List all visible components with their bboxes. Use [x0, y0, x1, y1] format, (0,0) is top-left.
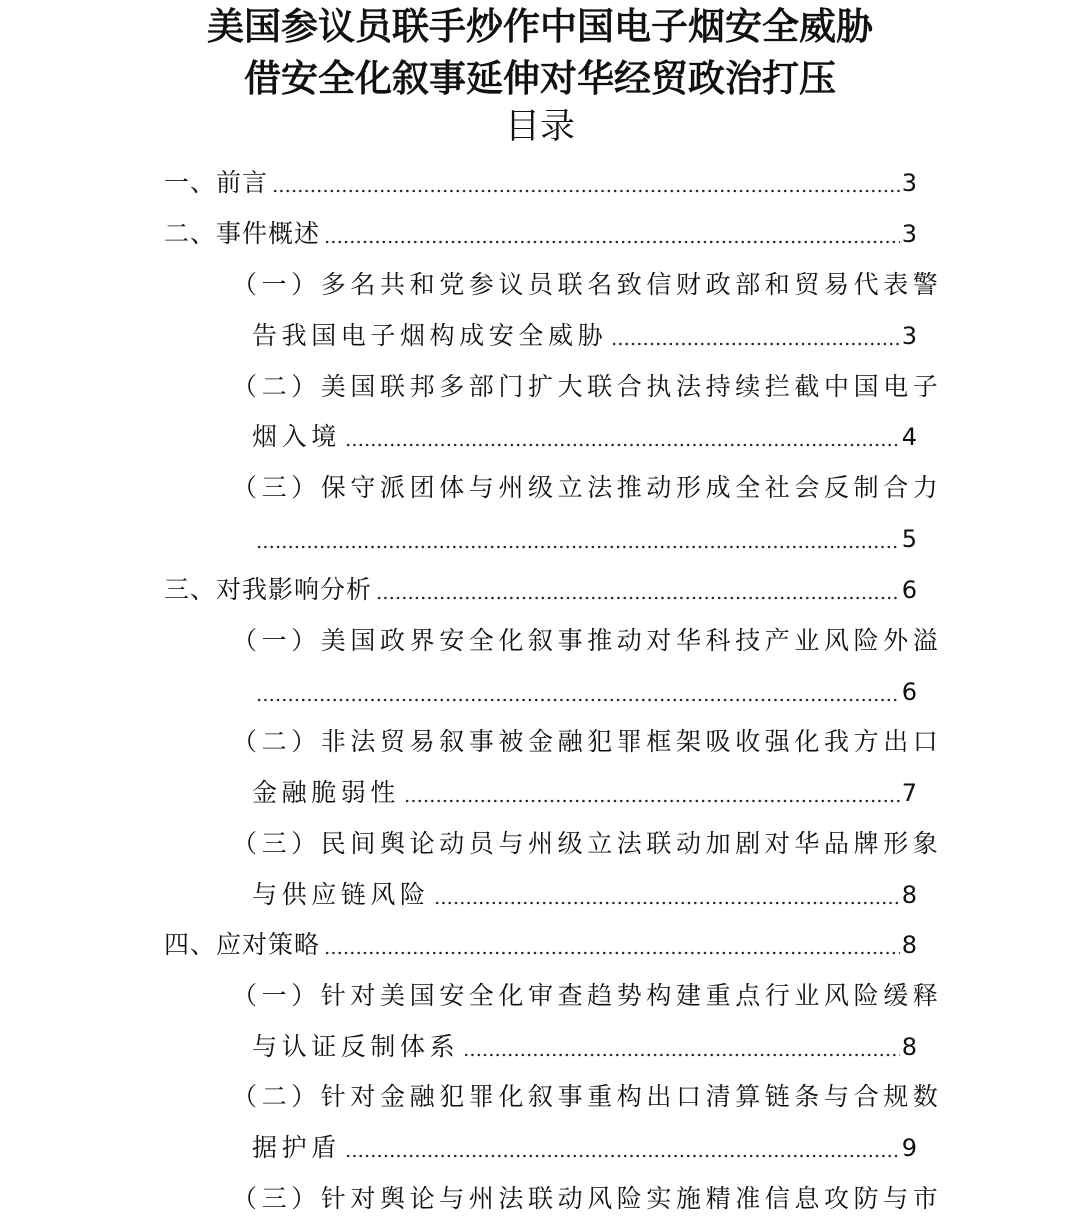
toc-entry-4-3[interactable]: [232, 1176, 943, 1216]
toc-page-number: 6: [901, 678, 917, 706]
toc-entry-text: （一）美国政界安全化叙事推动对华科技产业风险外溢: [232, 626, 943, 655]
toc-entry-text: （三）保守派团体与州级立法推动形成全社会反制合力: [232, 473, 943, 502]
toc-entry-strategies[interactable]: [164, 922, 917, 962]
toc-leader-dots: [376, 596, 900, 600]
toc-entry-text: 二、事件概述: [164, 219, 321, 248]
toc-page-number: 8: [901, 1033, 917, 1061]
toc-leader-dots: [345, 443, 900, 447]
toc-leader-dots: [434, 901, 900, 905]
toc-leader-dots: [324, 240, 900, 244]
toc-entry-text: 据护盾: [252, 1133, 341, 1162]
toc-entry-3-3-cont[interactable]: [252, 872, 917, 912]
toc-entry-text: 一、前言: [164, 168, 269, 197]
toc-entry-text: （一）多名共和党参议员联名致信财政部和贸易代表警: [232, 270, 943, 299]
toc-entry-4-1-cont[interactable]: [252, 1024, 917, 1064]
toc-page-number: 8: [901, 881, 917, 909]
toc-page-number: 9: [901, 1134, 917, 1162]
toc-entry-text: 烟入境: [252, 422, 341, 451]
toc-entry-text: 告我国电子烟构成安全威胁: [252, 321, 608, 350]
toc-entry-2-2[interactable]: [232, 364, 943, 404]
toc-leader-dots: [463, 1053, 900, 1057]
toc-leader-dots: [272, 189, 900, 193]
toc-leader-dots: [324, 951, 900, 955]
toc-entry-2-1-cont[interactable]: [252, 313, 917, 353]
toc-entry-3-2[interactable]: [232, 719, 943, 759]
toc-entry-text: （二）针对金融犯罪化叙事重构出口清算链条与合规数: [232, 1082, 943, 1111]
toc-leader-dots: [404, 799, 900, 803]
toc-entry-preface[interactable]: [164, 160, 917, 200]
toc-page-number: 6: [901, 576, 917, 604]
toc-entry-text: 四、应对策略: [164, 930, 321, 959]
toc-leader-dots: [611, 342, 900, 346]
toc-entry-2-3[interactable]: [232, 465, 943, 505]
toc-heading: 目录: [504, 107, 575, 147]
toc-entry-text: （二）非法贸易叙事被金融犯罪框架吸收强化我方出口: [232, 727, 943, 756]
toc-page-number: 5: [901, 525, 917, 553]
toc-entry-text: （一）针对美国安全化审查趋势构建重点行业风险缓释: [232, 981, 943, 1010]
toc-page-number: 3: [901, 322, 917, 350]
toc-leader-dots: [256, 698, 900, 702]
toc-entry-3-3[interactable]: [232, 821, 943, 861]
toc-entry-text: 三、对我影响分析: [164, 575, 373, 604]
toc-entry-2-2-cont[interactable]: [252, 414, 917, 454]
toc-entry-text: （二）美国联邦多部门扩大联合执法持续拦截中国电子: [232, 372, 943, 401]
toc-entry-text: （三）民间舆论动员与州级立法联动加剧对华品牌形象: [232, 829, 943, 858]
toc-entry-3-2-cont[interactable]: [252, 770, 917, 810]
document-title-line-2: 借安全化叙事延伸对华经贸政治打压: [244, 56, 836, 100]
toc-entry-4-2-cont[interactable]: [252, 1125, 917, 1165]
toc-page-number: 8: [901, 931, 917, 959]
toc-page-number: 7: [901, 779, 917, 807]
toc-page-number: 3: [901, 169, 917, 197]
toc-entry-4-1[interactable]: [232, 973, 943, 1013]
toc-entry-3-1[interactable]: [232, 618, 943, 658]
toc-leader-dots: [345, 1154, 900, 1158]
toc-entry-text: 与供应链风险: [252, 880, 430, 909]
toc-entry-4-2[interactable]: [232, 1074, 943, 1114]
toc-entry-3-1-cont[interactable]: [252, 669, 917, 709]
toc-entry-overview[interactable]: [164, 211, 917, 251]
document-title-line-1: 美国参议员联手炒作中国电子烟安全威胁: [207, 4, 873, 48]
toc-entry-2-3-cont[interactable]: [252, 516, 917, 556]
toc-entry-2-1[interactable]: [232, 262, 943, 302]
toc-page-number: 4: [901, 423, 917, 451]
toc-entry-text: 与认证反制体系: [252, 1032, 460, 1061]
toc-entry-impact-analysis[interactable]: [164, 567, 917, 607]
toc-entry-text: 金融脆弱性: [252, 778, 401, 807]
toc-leader-dots: [256, 545, 900, 549]
toc-entry-text: （三）针对舆论与州法联动风险实施精准信息攻防与市: [232, 1184, 943, 1213]
toc-page-number: 3: [901, 220, 917, 248]
